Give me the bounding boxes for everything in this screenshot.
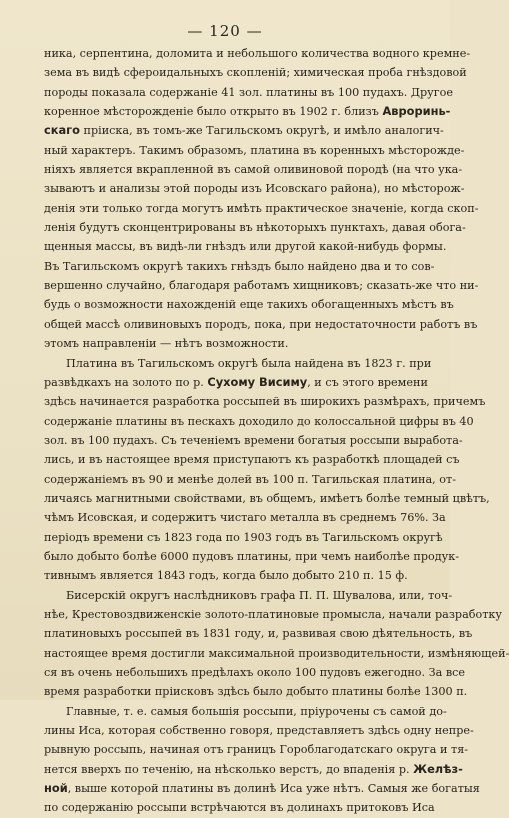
text-run: лины Иса, которая собственно говоря, представляетъ здѣсь одну непре-	[44, 724, 474, 738]
text-line	[44, 160, 463, 179]
text-run: Платина въ Тагильскомъ округѣ была найдена въ 1823 г. при	[66, 356, 432, 370]
text-line	[44, 644, 509, 663]
text-run: , выше которой платины въ долинѣ Иса уже нѣтъ. Самыя же богатыя	[67, 782, 480, 796]
emphasized-place-name: скаго	[44, 123, 80, 138]
emphasized-place-name: Сухому Висиму	[207, 374, 308, 389]
text-line	[44, 102, 451, 121]
text-line	[44, 663, 466, 682]
text-line	[44, 702, 447, 721]
text-run: время разработки пріисковъ здѣсь было добыто платины болѣе 1300 п.	[44, 685, 468, 699]
text-run: общей массѣ оливиновыхъ породъ, пока, при недостаточности работъ въ	[44, 317, 478, 331]
text-run: настоящее время достигли максимальной производительности, измѣняющей-	[44, 646, 509, 660]
text-line	[44, 528, 443, 547]
text-run: денія эти только тогда могутъ имѣть практическое значеніе, когда скоп-	[44, 201, 479, 215]
text-line	[44, 431, 463, 450]
text-run: было добыто болѣе 6000 пудовъ платины, при чемъ наиболѣе продук-	[44, 549, 460, 563]
text-run: содержаніе платины въ пескахъ доходило до колоссальной цифры въ 40	[44, 414, 474, 428]
text-run: ника, серпентина, доломита и небольшого количества водного кремне-	[44, 47, 471, 60]
emphasized-place-name: Желѣз-	[413, 761, 463, 776]
text-line	[44, 779, 480, 798]
text-line	[44, 605, 502, 624]
text-run: породы показала содержаніе 41 зол. платины въ 100 пудахъ. Другое	[44, 85, 453, 99]
text-line	[44, 740, 469, 759]
text-run: Главные, т. е. самыя большія россыпи, пріурочены съ самой до-	[66, 704, 447, 718]
text-line	[44, 237, 447, 256]
text-line	[44, 489, 490, 508]
text-line	[44, 566, 419, 585]
text-run: коренное мѣсторожденіе было открыто въ 1902 г. близъ	[44, 105, 383, 119]
text-run: ный характеръ. Такимъ образомъ, платина въ коренныхъ мѣсторожде-	[44, 143, 465, 157]
text-line	[44, 721, 474, 740]
text-run: вершенно случайно, благодаря работамъ хищниковъ; сказать-же что ни-	[44, 279, 479, 293]
text-line	[44, 315, 478, 334]
text-run: тивнымъ является 1843 годъ, когда было добыто 210 п. 15 ф.	[44, 569, 408, 583]
text-run: чѣмъ Исовская, и содержитъ чистаго металла въ среднемъ 76%. За	[44, 511, 446, 525]
text-run: пріиска, въ томъ-же Тагильскомъ округѣ, и имѣло аналогич-	[79, 124, 444, 138]
text-line	[44, 547, 460, 566]
text-run: содержаніемъ въ 90 и менѣе долей въ 100 п. Тагильская платина, от-	[44, 472, 456, 486]
body-text	[44, 44, 509, 818]
text-line	[44, 121, 444, 140]
text-line	[44, 450, 460, 469]
text-line	[44, 179, 465, 198]
text-line	[44, 63, 467, 82]
text-run: ся въ очень небольшихъ предѣлахъ около 100 пудовъ ежегодно. За все	[44, 666, 466, 679]
text-line	[44, 682, 468, 701]
text-run: ніяхъ является вкрапленной въ самой оливиновой породѣ (на что ука-	[44, 163, 463, 177]
text-run: ленія будутъ сконцентрированы въ нѣкоторыхъ пунктахъ, давая обога-	[44, 221, 466, 235]
text-run: щенныя массы, въ видѣ-ли гнѣздъ или другой какой-нибудь формы.	[44, 240, 447, 254]
text-line	[44, 257, 435, 276]
emphasized-place-name: Авроринь-	[382, 104, 451, 119]
page-number: — 120 —	[187, 22, 263, 40]
text-run: Бисерскій округъ наслѣдниковъ графа П. П. Шувалова, или, точ-	[66, 588, 453, 602]
text-line	[44, 373, 428, 392]
text-run: развѣдкахъ на золото по р.	[44, 375, 208, 389]
text-line	[44, 392, 486, 411]
text-run: этомъ направленіи — нѣтъ возможности.	[44, 337, 289, 351]
text-run: будь о возможности нахожденій еще такихъ обогащенныхъ мѣстъ въ	[44, 298, 454, 312]
text-line	[44, 44, 471, 63]
text-line	[44, 760, 463, 779]
text-run: платиновыхъ россыпей въ 1831 году, и, развивая свою дѣятельность, въ	[44, 627, 473, 641]
text-line	[44, 334, 419, 353]
text-line	[44, 218, 466, 237]
text-line	[44, 295, 454, 314]
text-line	[44, 586, 453, 605]
text-line	[44, 354, 432, 373]
text-line	[44, 470, 456, 489]
text-run: зываютъ и анализы этой породы изъ Исовскаго района), но мѣсторож-	[44, 182, 465, 196]
text-run: здѣсь начинается разработка россыпей въ широкихъ размѣрахъ, причемъ	[44, 395, 486, 409]
text-line	[44, 141, 465, 160]
text-line	[44, 276, 479, 295]
text-run: лись, и въ настоящее время приступаютъ къ разработкѣ площадей съ	[44, 453, 460, 467]
emphasized-place-name: ной	[44, 781, 68, 796]
text-run: нется вверхъ по теченію, на нѣсколько верстъ, до впаденія р.	[44, 762, 414, 776]
text-run: нѣе, Крестовоздвиженскіе золото-платиновые промысла, начали разработку	[44, 607, 502, 621]
text-line	[44, 798, 435, 817]
text-line	[44, 624, 473, 643]
text-run: періодъ времени съ 1823 года по 1903 годъ въ Тагильскомъ округѣ	[44, 530, 443, 544]
text-line	[44, 412, 474, 431]
text-run: зол. въ 100 пудахъ. Съ теченіемъ времени богатыя россыпи выработа-	[44, 433, 463, 447]
text-run: зема въ видѣ сфероидальныхъ скопленій; химическая проба гнѣздовой	[44, 66, 467, 80]
text-run: личаясь магнитными свойствами, въ общемъ, имѣетъ болѣе темный цвѣтъ,	[44, 491, 490, 505]
text-line	[44, 199, 479, 218]
text-run: рывную россыпь, начиная отъ границъ Гороблагодатскаго округа и тя-	[44, 743, 469, 757]
text-line	[44, 83, 453, 102]
text-run: Въ Тагильскомъ округѣ такихъ гнѣздъ было найдено два и то сов-	[44, 259, 435, 273]
text-run: по содержанію россыпи встрѣчаются въ долинахъ притоковъ Иса	[44, 801, 435, 815]
text-run: , и съ этого времени	[307, 375, 428, 389]
text-line	[44, 508, 446, 527]
